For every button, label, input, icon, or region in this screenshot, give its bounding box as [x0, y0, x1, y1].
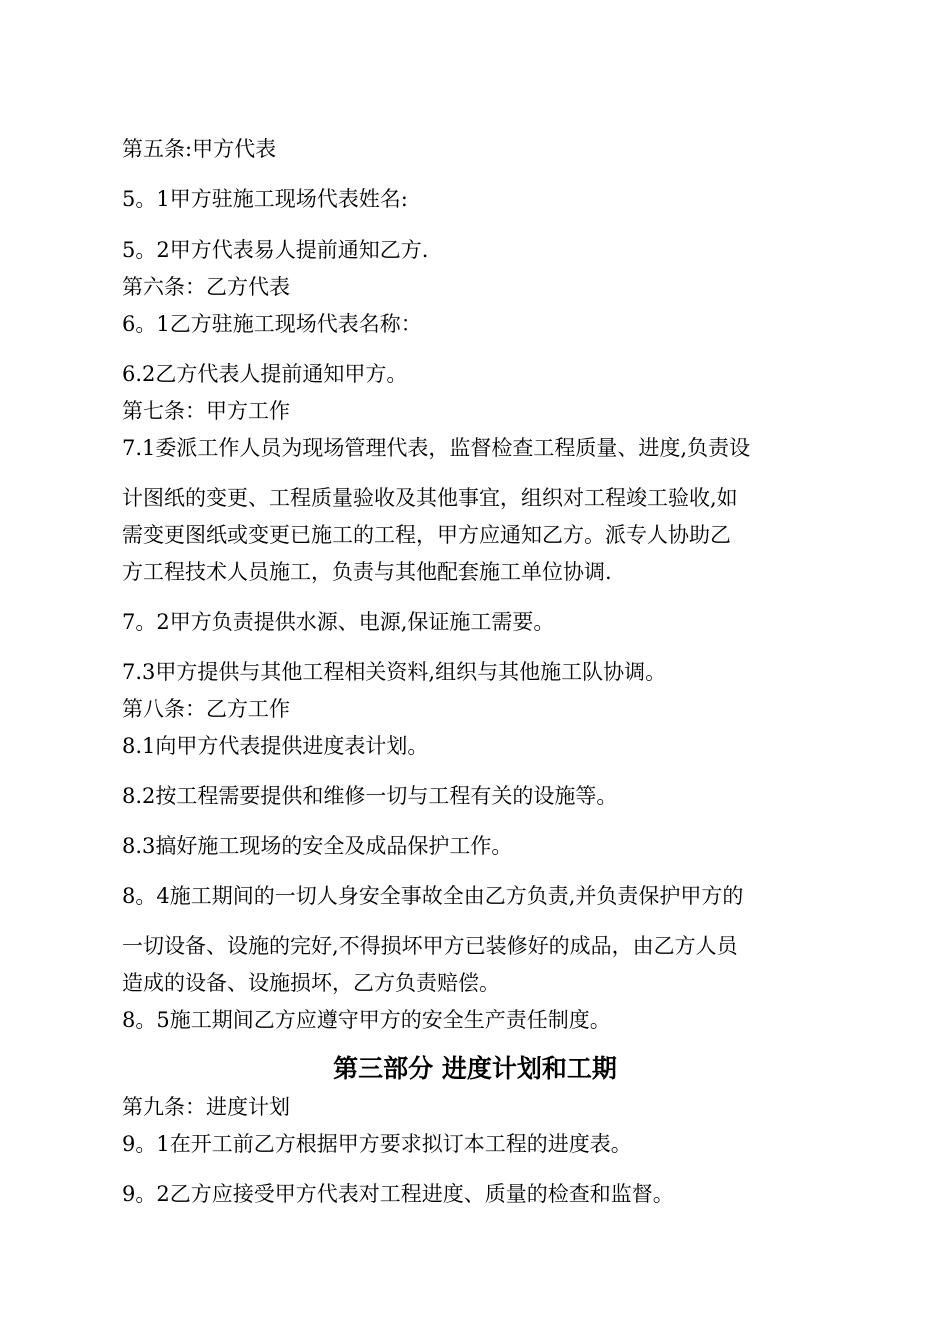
article-6-title: 第六条：乙方代表 [122, 275, 290, 299]
clause-6-1: 6。1乙方驻施工现场代表名称： [122, 312, 422, 336]
article-8-title: 第八条：乙方工作 [122, 697, 290, 721]
clause-7-1-line-4: 方工程技术人员施工，负责与其他配套施工单位协调. [122, 560, 612, 584]
article-7-title: 第七条：甲方工作 [122, 399, 290, 423]
clause-8-4-line-3: 造成的设备、设施损坏，乙方负责赔偿。 [122, 971, 500, 995]
clause-7-1-line-2: 计图纸的变更、工程质量验收及其他事宜，组织对工程竣工验收,如 [122, 486, 738, 510]
clause-5-2: 5。2甲方代表易人提前通知乙方. [122, 238, 429, 262]
clause-8-4-line-1: 8。4施工期间的一切人身安全事故全由乙方负责,并负责保护甲方的 [122, 884, 744, 908]
clause-9-2: 9。2乙方应接受甲方代表对工程进度、质量的检查和监督。 [122, 1182, 674, 1206]
article-9-title: 第九条：进度计划 [122, 1095, 290, 1119]
clause-7-1-line-3: 需变更图纸或变更已施工的工程，甲方应通知乙方。派专人协助乙 [122, 523, 731, 547]
clause-9-1: 9。1在开工前乙方根据甲方要求拟订本工程的进度表。 [122, 1132, 632, 1156]
clause-8-1: 8.1向甲方代表提供进度表计划。 [122, 734, 429, 758]
clause-8-3: 8.3搞好施工现场的安全及成品保护工作。 [122, 834, 513, 858]
clause-8-2: 8.2按工程需要提供和维修一切与工程有关的设施等。 [122, 784, 618, 808]
clause-7-1-line-1: 7.1委派工作人员为现场管理代表，监督检查工程质量、进度,负责设 [122, 436, 751, 460]
clause-7-3: 7.3甲方提供与其他工程相关资料,组织与其他施工队协调。 [122, 660, 667, 684]
clause-6-2: 6.2乙方代表人提前通知甲方。 [122, 362, 408, 386]
clause-7-2: 7。2甲方负责提供水源、电源,保证施工需要。 [122, 610, 555, 634]
clause-5-1: 5。1甲方驻施工现场代表姓名: [122, 187, 408, 211]
clause-8-5: 8。5施工期间乙方应遵守甲方的安全生产责任制度。 [122, 1008, 611, 1032]
article-5-title: 第五条:甲方代表 [122, 137, 277, 161]
clause-8-4-line-2: 一切设备、设施的完好,不得损坏甲方已装修好的成品，由乙方人员 [122, 934, 738, 958]
section-heading: 第三部分 进度计划和工期 [333, 1054, 617, 1083]
